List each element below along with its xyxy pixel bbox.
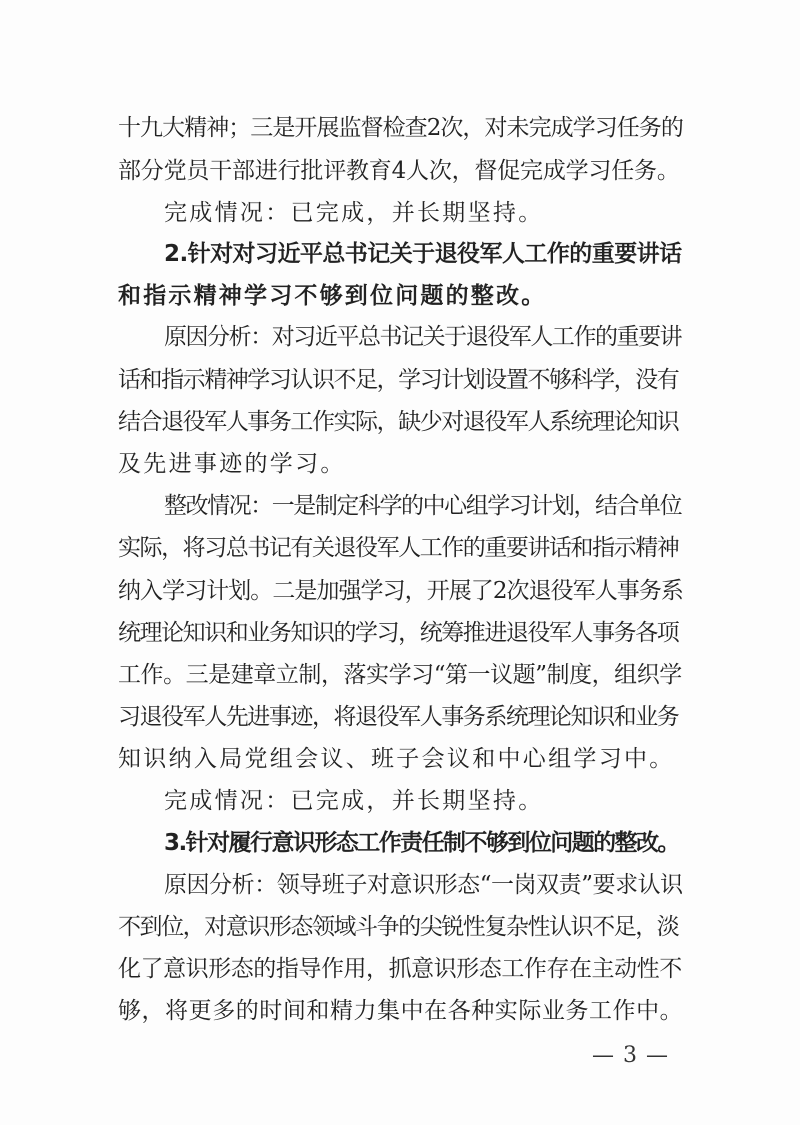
text-line: 原因分析：领导班子对意识形态“一岗双责”要求认识: [164, 872, 683, 898]
text-line: 原因分析：对习近平总书记关于退役军人工作的重要讲: [164, 324, 682, 350]
text-line: 整改情况：一是制定科学的中心组学习计划，结合单位: [164, 493, 682, 519]
text-line: 习退役军人先进事迹，将退役军人事务系统理论知识和业务: [118, 704, 679, 730]
text-line: 完成情况：已完成，并长期坚持。: [164, 200, 544, 226]
text-line: 化了意识形态的指导作用，抓意识形态工作存在主动性不: [118, 956, 682, 982]
text-line: 知识纳入局党组会议、班子会议和中心组学习中。: [118, 746, 675, 772]
text-line: 实际，将习总书记有关退役军人工作的重要讲话和指示精神: [118, 535, 679, 561]
text-line: 工作。三是建章立制，落实学习“第一议题”制度，组织学: [118, 662, 682, 688]
text-line: 及先进事迹的学习。: [118, 451, 346, 477]
text-line: 结合退役军人事务工作实际，缺少对退役军人系统理论知识: [118, 409, 679, 435]
text-line: 不到位，对意识形态领域斗争的尖锐性复杂性认识不足，淡: [118, 914, 679, 940]
text-line: 十九大精神；三是开展监督检查2次，对未完成学习任务的: [118, 115, 683, 141]
text-line: 部分党员干部进行批评教育4人次，督促完成学习任务。: [118, 158, 680, 184]
text-line: 纳入学习计划。二是加强学习，开展了2次退役军人事务系: [118, 578, 683, 604]
text-line: 够，将更多的时间和精力集中在各种实际业务工作中。: [118, 998, 684, 1024]
page-number: — 3 —: [592, 1043, 669, 1068]
text-line: 话和指示精神学习认识不足，学习计划设置不够科学，没有: [118, 367, 679, 393]
text-line: 统理论知识和业务知识的学习，统筹推进退役军人事务各项: [118, 620, 679, 646]
section-heading: 和指示精神学习不够到位问题的整改。: [118, 283, 547, 309]
text-line: 完成情况：已完成，并长期坚持。: [164, 788, 544, 814]
section-heading: 3.针对履行意识形态工作责任制不够到位问题的整改。: [164, 830, 679, 856]
section-heading: 2.针对对习近平总书记关于退役军人工作的重要讲话: [164, 241, 682, 267]
